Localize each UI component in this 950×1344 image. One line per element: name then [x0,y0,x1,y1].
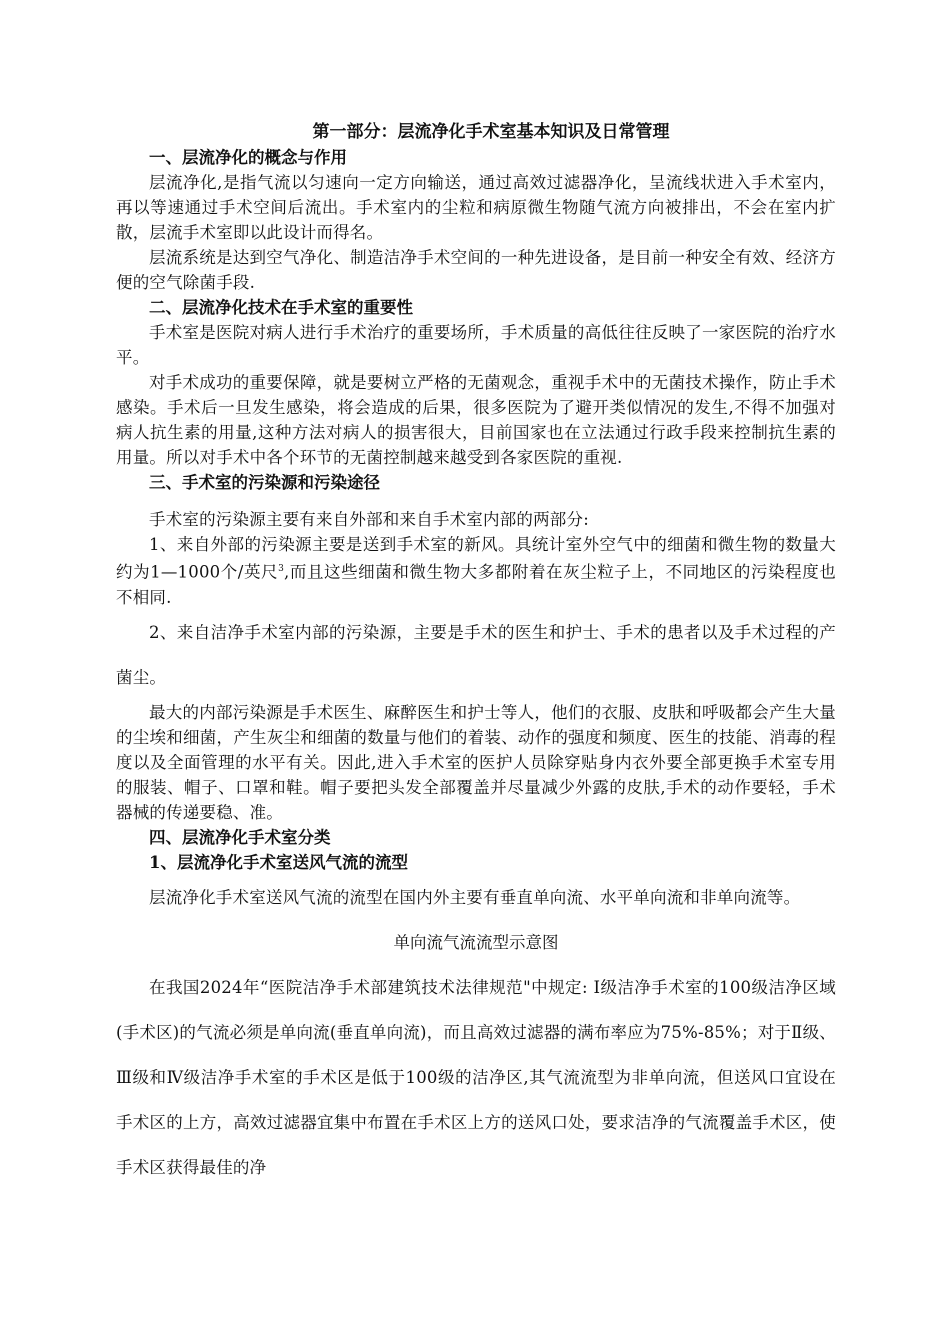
section-4-paragraph-1: 层流净化手术室送风气流的流型在国内外主要有垂直单向流、水平单向流和非单向流等。 [149,887,801,907]
section-3-item-2: 2、来自洁净手术室内部的污染源，主要是手术的医生和护士、手术的患者以及手术过程的产菌尘。 [116,622,836,687]
section-2-heading: 二、层流净化技术在手术室的重要性 [149,298,413,317]
item-1-text: 1、来自外部的污染源主要是送到手术室的新风。具统计室外空气中的细菌和微生物的数量大约为1—1000个/英尺 [116,535,836,582]
section-3-paragraph-last: 最大的内部污染源是手术医生、麻醉医生和护士等人，他们的衣服、皮肤和呼吸都会产生大量的尘埃和细菌，产生灰尘和细菌的数量与他们的着装、动作的强度和频度、医生的技能、消毒的程度以及全面管理的水平有关。因此,进入手术室的医护人员除穿贴身内衣外要全部更换手术室专用的服装、帽子、口罩和鞋。帽子要把头发全部覆盖并尽量减少外露的皮肤,手术的动作要轻，手术器械的传递要稳、准。 [116,702,836,822]
section-1-paragraph-1: 层流净化,是指气流以匀速向一定方向输送，通过高效过滤器净化，呈流线状进入手术室内，再以等速通过手术空间后流出。手术室内的尘粒和病原微生物随气流方向被排出，不会在室内扩散，层流手术室即以此设计而得名。 [116,173,836,242]
section-3-item-1 [116,532,836,610]
section-2-paragraph-2: 对手术成功的重要保障，就是要树立严格的无菌观念，重视手术中的无菌技术操作，防止手术感染。手术后一旦发生感染，将会造成的后果，很多医院为了避开类似情况的发生,不得不加强对病人抗生素的用量,这种方法对病人的损害很大，目前国家也在立法通过行政手段来控制抗生素的用量。所以对手术中各个环节的无菌控制越来越受到各家医院的重视. [116,373,836,467]
figure-caption: 单向流气流流型示意图 [393,932,559,952]
section-4-paragraph-2: 在我国2024年“医院洁净手术部建筑技术法律规范"中规定: Ⅰ级洁净手术室的100级洁净区域(手术区)的气流必须是单向流(垂直单向流)，而且高效过滤器的满布率应为75%-85%；对于Ⅱ级、Ⅲ级和Ⅳ级洁净手术室的手术区是低于100级的洁净区,其气流流型为非单向流，但送风口宜设在手术区的上方，高效过滤器宜集中布置在手术区上方的送风口处，要求洁净的气流覆盖手术区，使手术区获得最佳的净 [116,977,836,1177]
document-body [116,120,836,1190]
document-title: 第一部分：层流净化手术室基本知识及日常管理 [312,122,670,142]
section-1-paragraph-2: 层流系统是达到空气净化、制造洁净手术空间的一种先进设备，是目前一种安全有效、经济方便的空气除菌手段. [116,248,836,292]
section-4-subheading: 1、层流净化手术室送风气流的流型 [149,852,408,872]
section-3-heading: 三、手术室的污染源和污染途径 [149,473,380,492]
section-1-heading: 一、层流净化的概念与作用 [149,148,347,167]
cubic-superscript: 3 [278,564,285,574]
section-4-heading: 四、层流净化手术室分类 [149,827,331,847]
item-1-text-cont: ,而且这些细菌和微生物大多都附着在灰尘粒子上，不同地区的污染程度也不相同. [116,562,836,607]
section-3-intro: 手术室的污染源主要有来自外部和来自手术室内部的两部分: [149,510,589,529]
section-2-paragraph-1: 手术室是医院对病人进行手术治疗的重要场所，手术质量的高低往往反映了一家医院的治疗水平。 [116,323,836,367]
